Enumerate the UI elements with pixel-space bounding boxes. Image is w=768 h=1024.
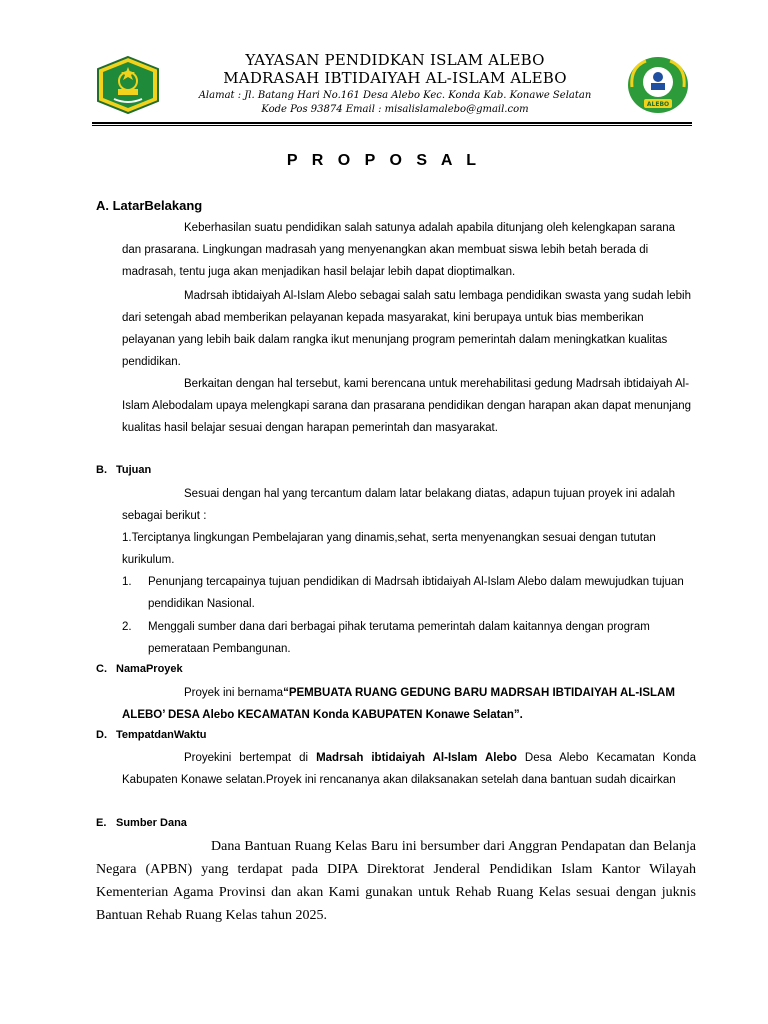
letterhead-foundation-name: YAYASAN PENDIDKAN ISLAM ALEBO bbox=[245, 51, 545, 69]
section-d-paragraph: Proyekini bertempat di Madrsah ibtidaiyah Al-Islam Alebo Desa Alebo Kecamatan Konda Kabupaten Konawe selatan.Proyek ini rencananya akan dilaksanakan setelah dana bantuan sudah dicairkan bbox=[122, 752, 696, 786]
section-b-objective-1: 1.Terciptanya lingkungan Pembelajaran yang dinamis,sehat, serta menyenangkan sesuai dengan tututan kurikulum. bbox=[122, 532, 656, 566]
letterhead-rule-thin bbox=[92, 125, 692, 126]
section-e-paragraph: Dana Bantuan Ruang Kelas Baru ini bersumber dari Anggran Pendapatan dan Belanja Negara (APBN) yang terdapat pada DIPA Direktorat Jenderal Pendidikan Islam Kantor Wilayah Kementerian Agama Provinsi dan akan Kami gunakan untuk Rehab Ruang Kelas sesuai dengan juknis Bantuan Rehab Ruang Kelas tahun 2025. bbox=[96, 839, 696, 923]
school-logo-text: ALEBO bbox=[646, 101, 670, 108]
section-a-heading: A. LatarBelakang bbox=[96, 198, 203, 213]
letterhead-address: Alamat : Jl. Batang Hari No.161 Desa Alebo Kec. Konda Kab. Konawe Selatan bbox=[198, 90, 592, 101]
section-a-paragraph-1: Keberhasilan suatu pendidikan salah satunya adalah apabila ditunjang oleh kelengkapan sarana dan prasarana. Lingkungan madrasah yang menyenangkan akan membuat siswa lebih betah berada di madrasah, tentu juga akan menjadikan hasil belajar lebih dapat dioptimalkan. bbox=[122, 222, 676, 278]
letterhead-contact: Kode Pos 93874 Email : misalislamalebo@gmail.com bbox=[261, 104, 529, 115]
section-a-paragraph-2: Madrsah ibtidaiyah Al-Islam Alebo sebagai salah satu lembaga pendidikan swasta yang sudah lebih dari setengah abad memberikan pelayanan kepada masyarakat, kini berupaya untuk bias memberikan pelayanan yang lebih baik dalam rangka ikut menunjang program pemerintah dalam meningkatkan kualitas pendidikan. bbox=[122, 290, 691, 368]
section-b-heading: B. Tujuan bbox=[96, 464, 152, 476]
section-c-heading: C. NamaProyek bbox=[96, 663, 183, 675]
section-d-heading: D. TempatdanWaktu bbox=[96, 729, 207, 741]
section-b-intro: Sesuai dengan hal yang tercantum dalam latar belakang diatas, adapun tujuan proyek ini adalah sebagai berikut : bbox=[122, 488, 676, 522]
kemenag-logo-left bbox=[94, 55, 162, 115]
section-b-list-item: 2. Menggali sumber dana dari berbagai pihak terutama pemerintah dalam kaitannya dengan program pemerataan Pembangunan. bbox=[122, 621, 650, 655]
letterhead-school-name: MADRASAH IBTIDAIYAH AL-ISLAM ALEBO bbox=[223, 69, 567, 87]
section-c-paragraph: Proyek ini bernama“PEMBUATA RUANG GEDUNG BARU MADRSAH IBTIDAIYAH AL-ISLAM ALEBO’ DESA Alebo KECAMATAN Konda KABUPATEN Konawe Selatan”. bbox=[122, 687, 675, 721]
section-a-paragraph-3: Berkaitan dengan hal tersebut, kami berencana untuk merehabilitasi gedung Madrsah ibtidaiyah Al-Islam Alebodalam upaya melengkapi sarana dan prasarana pendidikan dengan harapan akan dapat menunjang kualitas hasil belajar sesuai dengan harapan pemerintah dan masyarakat. bbox=[122, 378, 692, 434]
section-e-heading: E. Sumber Dana bbox=[96, 817, 187, 829]
section-b-list-item: 1. Penunjang tercapainya tujuan pendidikan di Madrsah ibtidaiyah Al-Islam Alebo dalam mewujudkan tujuan pendidikan Nasional. bbox=[122, 576, 684, 610]
school-logo-right bbox=[624, 55, 692, 115]
letterhead-rule-thick bbox=[92, 122, 692, 124]
document-title: P R O P O S A L bbox=[286, 152, 482, 169]
